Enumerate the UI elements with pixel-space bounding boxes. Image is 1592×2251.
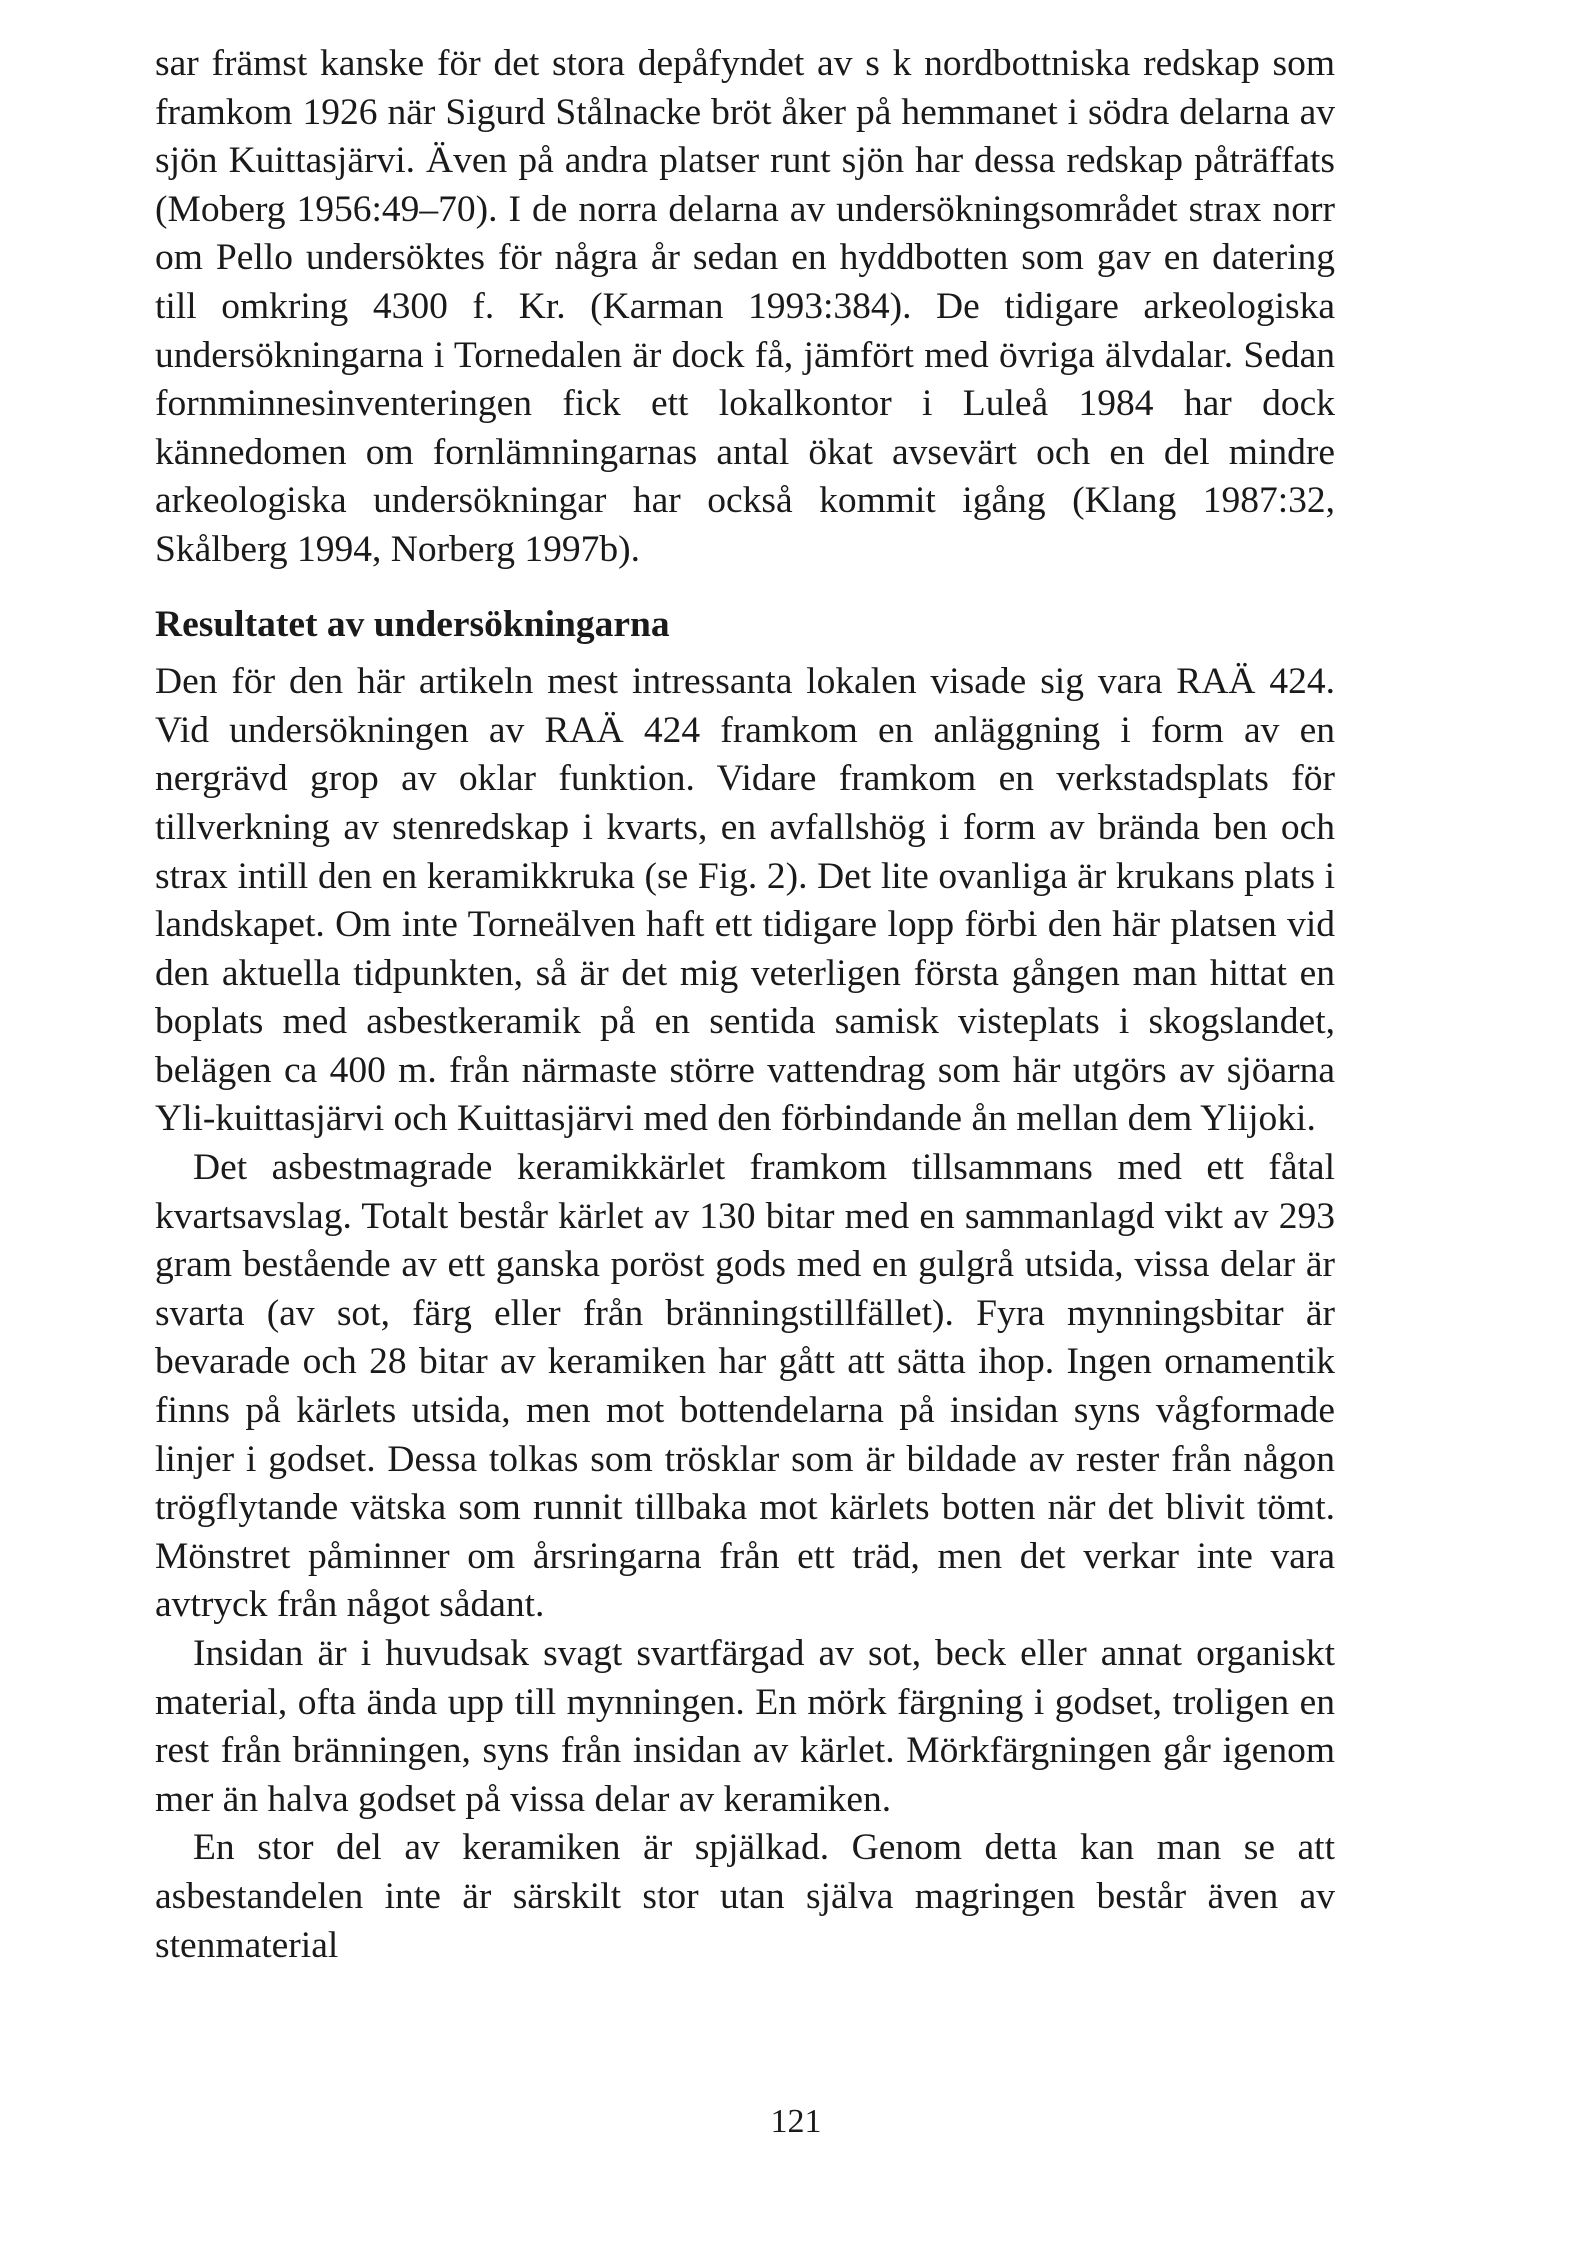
body-paragraph: En stor del av keramiken är spjälkad. Genom detta kan man se att asbestandelen inte är särskilt stor utan själva magringen består även av stenmaterial (155, 1827, 1335, 1966)
body-paragraph: Det asbestmagrade keramikkärlet framkom tillsammans med ett fåtal kvartsavslag. Totalt består kärlet av 130 bitar med en sammanlagd vikt av 293 gram bestående av ett ganska poröst gods med en gulgrå utsida, vissa delar är svarta (av sot, färg eller från bränningstillfället). Fyra mynningsbitar är bevarade och 28 bitar av keramiken har gått att sätta ihop. Ingen ornamentik finns på kärlets utsida, men mot bottendelarna på insidan syns vågformade linjer i godset. Dessa tolkas som trösklar som är bildade av rester från någon trögflytande vätska som runnit tillbaka mot kärlets botten när det blivit tömt. Mönstret påminner om årsringarna från ett träd, men det verkar inte vara avtryck från något sådant. (155, 1147, 1335, 1626)
page-number: 121 (770, 2103, 822, 2140)
body-paragraph: Den för den här artikeln mest intressanta lokalen visade sig vara RAÄ 424. Vid undersökningen av RAÄ 424 framkom en anläggning i form av en nergrävd grop av oklar funktion. Vidare framkom en verkstadsplats för tillverkning av stenredskap i kvarts, en avfallshög i form av brända ben och strax intill den en keramikkruka (se Fig. 2). Det lite ovanliga är krukans plats i landskapet. Om inte Torneälven haft ett tidigare lopp förbi den här platsen vid den aktuella tidpunkten, så är det mig veterligen första gången man hittat en boplats med asbestkeramik på en sentida samisk visteplats i skogslandet, belägen ca 400 m. från närmaste större vattendrag som här utgörs av sjöarna Yli-kuittasjärvi och Kuittasjärvi med den förbindande ån mellan dem Ylijoki. (155, 661, 1335, 1140)
body-paragraph: Insidan är i huvudsak svagt svartfärgad av sot, beck eller annat organiskt material, ofta ända upp till mynningen. En mörk färgning i godset, troligen en rest från bränningen, syns från insidan av kärlet. Mörkfärgningen går igenom mer än halva godset på vissa delar av keramiken. (155, 1633, 1335, 1820)
body-paragraph: sar främst kanske för det stora depåfyndet av s k nordbottniska redskap som framkom 1926 när Sigurd Stålnacke bröt åker på hemmanet i södra delarna av sjön Kuittasjärvi. Även på andra platser runt sjön har dessa redskap påträffats (Moberg 1956:49–70). I de norra delarna av undersökningsområdet strax norr om Pello undersöktes för några år sedan en hyddbotten som gav en datering till omkring 4300 f. Kr. (Karman 1993:384). De tidigare arkeologiska undersökningarna i Tornedalen är dock få, jämfört med övriga älvdalar. Sedan fornminnesinventeringen fick ett lokalkontor i Luleå 1984 har dock kännedomen om fornlämningarnas antal ökat avsevärt och en del mindre arkeologiska undersökningar har också kommit igång (Klang 1987:32, Skålberg 1994, Norberg 1997b). (155, 43, 1335, 570)
page-body (155, 40, 1335, 1970)
section-heading: Resultatet av undersökningarna (155, 603, 670, 645)
